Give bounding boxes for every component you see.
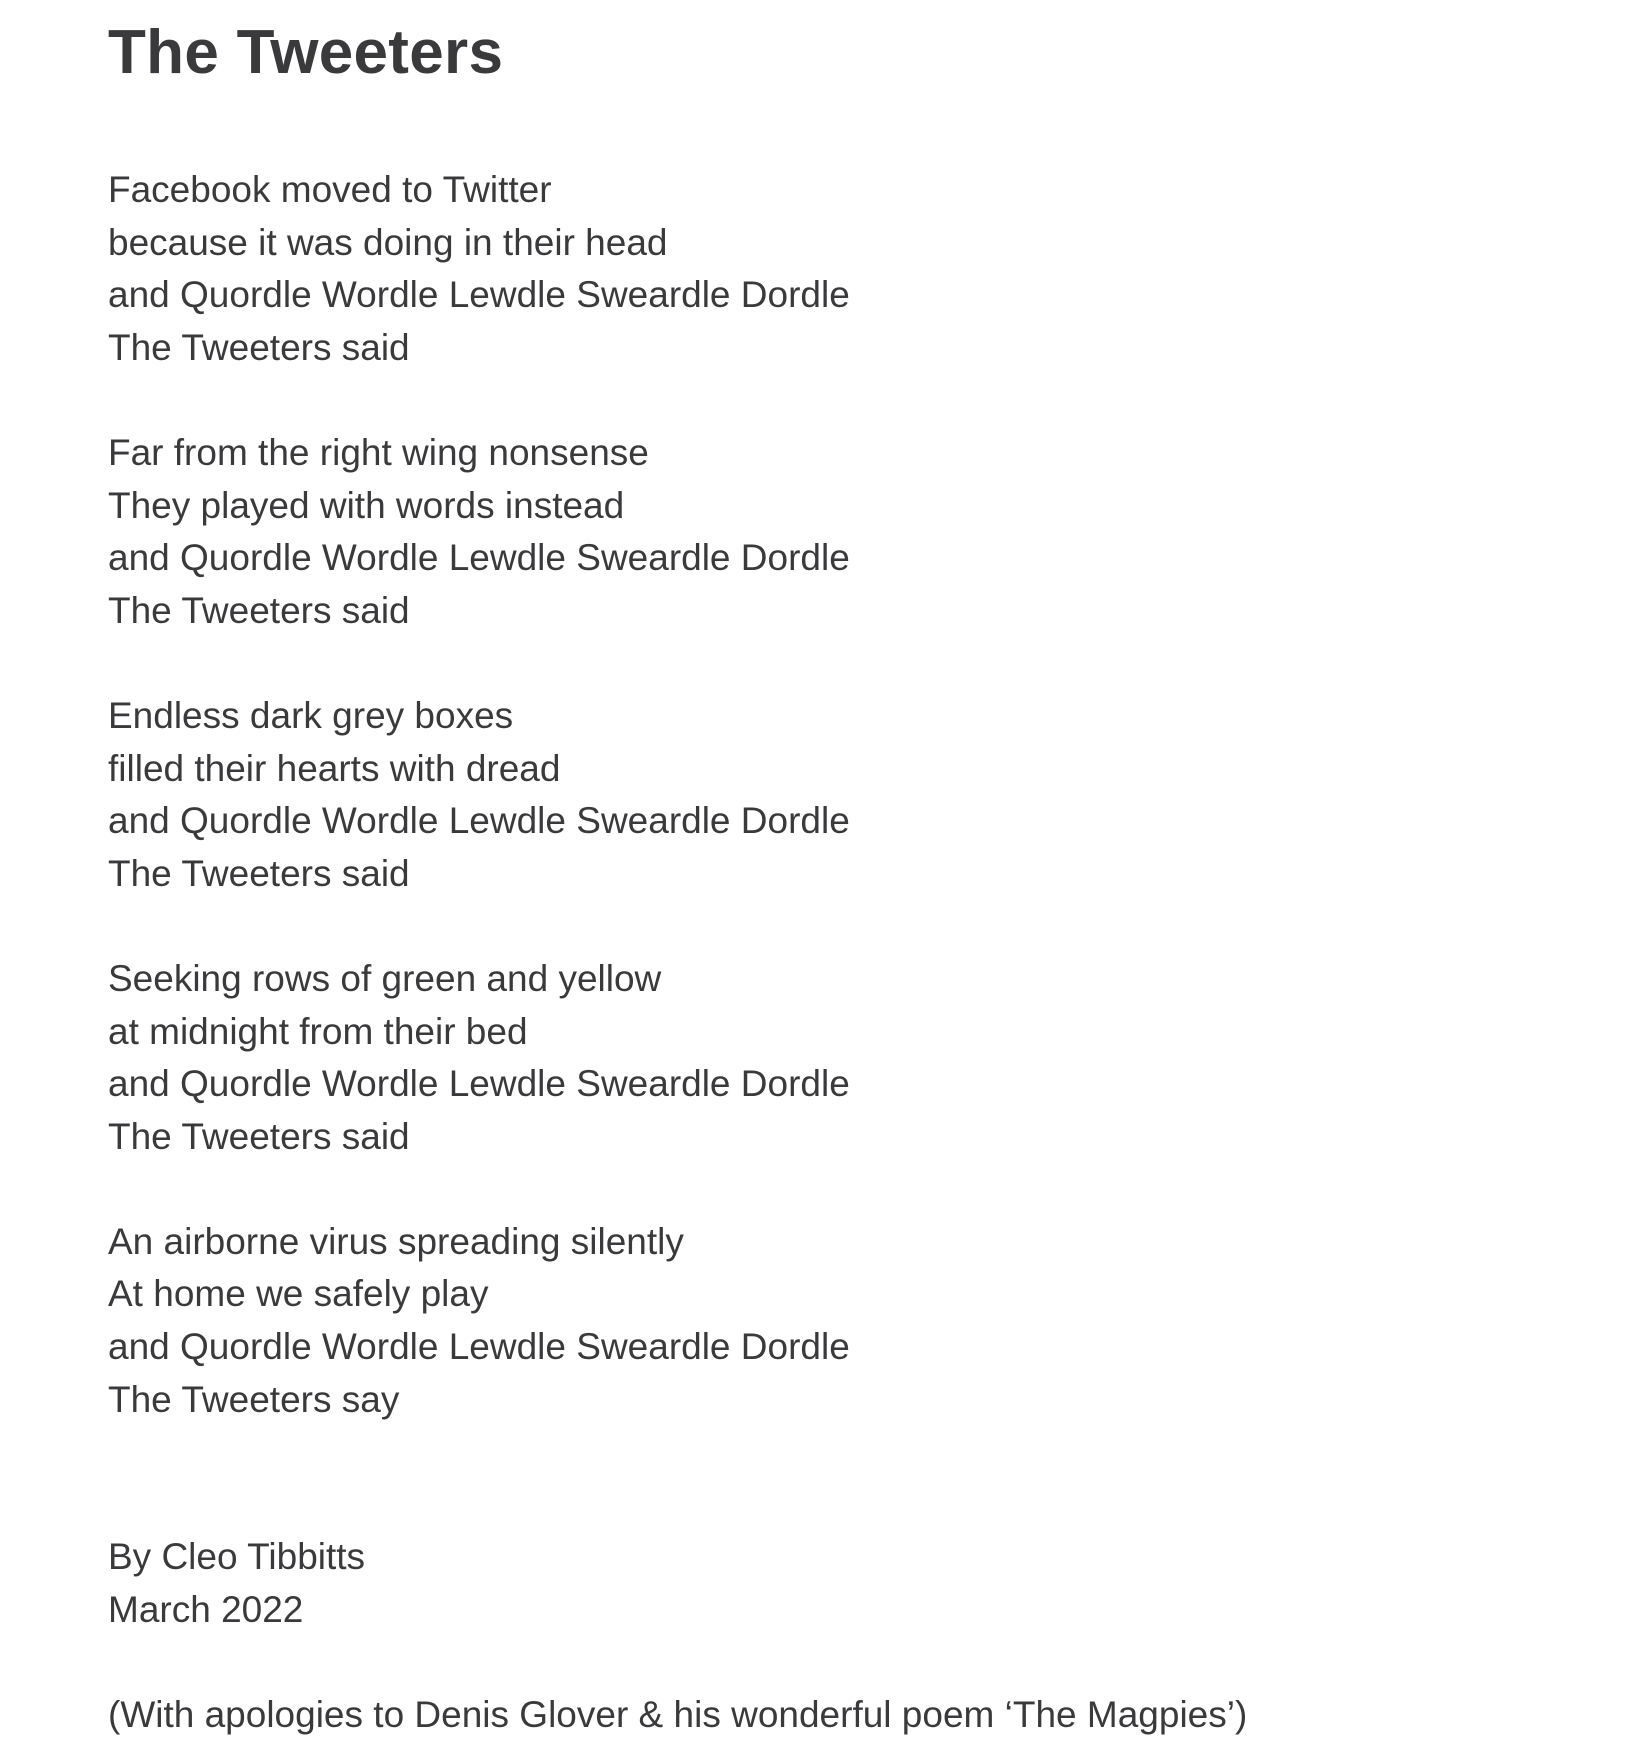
footnote: (With apologies to Denis Glover & his wonderful poem ‘The Magpies’)	[108, 1694, 1248, 1736]
poem-line: They played with words instead	[108, 484, 625, 526]
poem	[108, 164, 1608, 1742]
poem-line: The Tweeters said	[108, 852, 410, 894]
note-title: The Tweeters	[108, 18, 504, 87]
stanza-spacer	[108, 374, 1608, 427]
footnote-spacer	[108, 1636, 1608, 1689]
poem-line: because it was doing in their head	[108, 221, 668, 263]
poem-line: filled their hearts with dread	[108, 747, 561, 789]
stanza-spacer	[108, 637, 1608, 690]
poem-line: Far from the right wing nonsense	[108, 431, 649, 473]
poem-line: The Tweeters say	[108, 1378, 400, 1420]
poem-line: The Tweeters said	[108, 1115, 410, 1157]
note-body	[108, 18, 1608, 1742]
stanza-3	[108, 690, 1608, 900]
date-line: March 2022	[108, 1588, 304, 1630]
poem-line: The Tweeters said	[108, 589, 410, 631]
stanza-2	[108, 427, 1608, 637]
poem-line: An airborne virus spreading silently	[108, 1220, 684, 1262]
stanza-4	[108, 953, 1608, 1163]
poem-line: The Tweeters said	[108, 326, 410, 368]
poem-line: Seeking rows of green and yellow	[108, 957, 662, 999]
stanza-spacer	[108, 900, 1608, 953]
poem-line: At home we safely play	[108, 1273, 489, 1315]
poem-line: Endless dark grey boxes	[108, 694, 514, 736]
poem-line: and Quordle Wordle Lewdle Sweardle Dordle	[108, 537, 850, 579]
poem-line: Facebook moved to Twitter	[108, 169, 552, 210]
poem-line: and Quordle Wordle Lewdle Sweardle Dordle	[108, 274, 850, 316]
stanza-spacer	[108, 1163, 1608, 1216]
byline-spacer	[108, 1426, 1608, 1531]
byline	[108, 1531, 1608, 1636]
poem-line: at midnight from their bed	[108, 1010, 528, 1052]
stanza-1	[108, 164, 1608, 374]
poem-line: and Quordle Wordle Lewdle Sweardle Dordle	[108, 1326, 850, 1368]
stanza-5	[108, 1216, 1608, 1426]
author-line: By Cleo Tibbitts	[108, 1536, 366, 1578]
poem-line: and Quordle Wordle Lewdle Sweardle Dordle	[108, 1063, 850, 1105]
poem-line: and Quordle Wordle Lewdle Sweardle Dordle	[108, 800, 850, 842]
